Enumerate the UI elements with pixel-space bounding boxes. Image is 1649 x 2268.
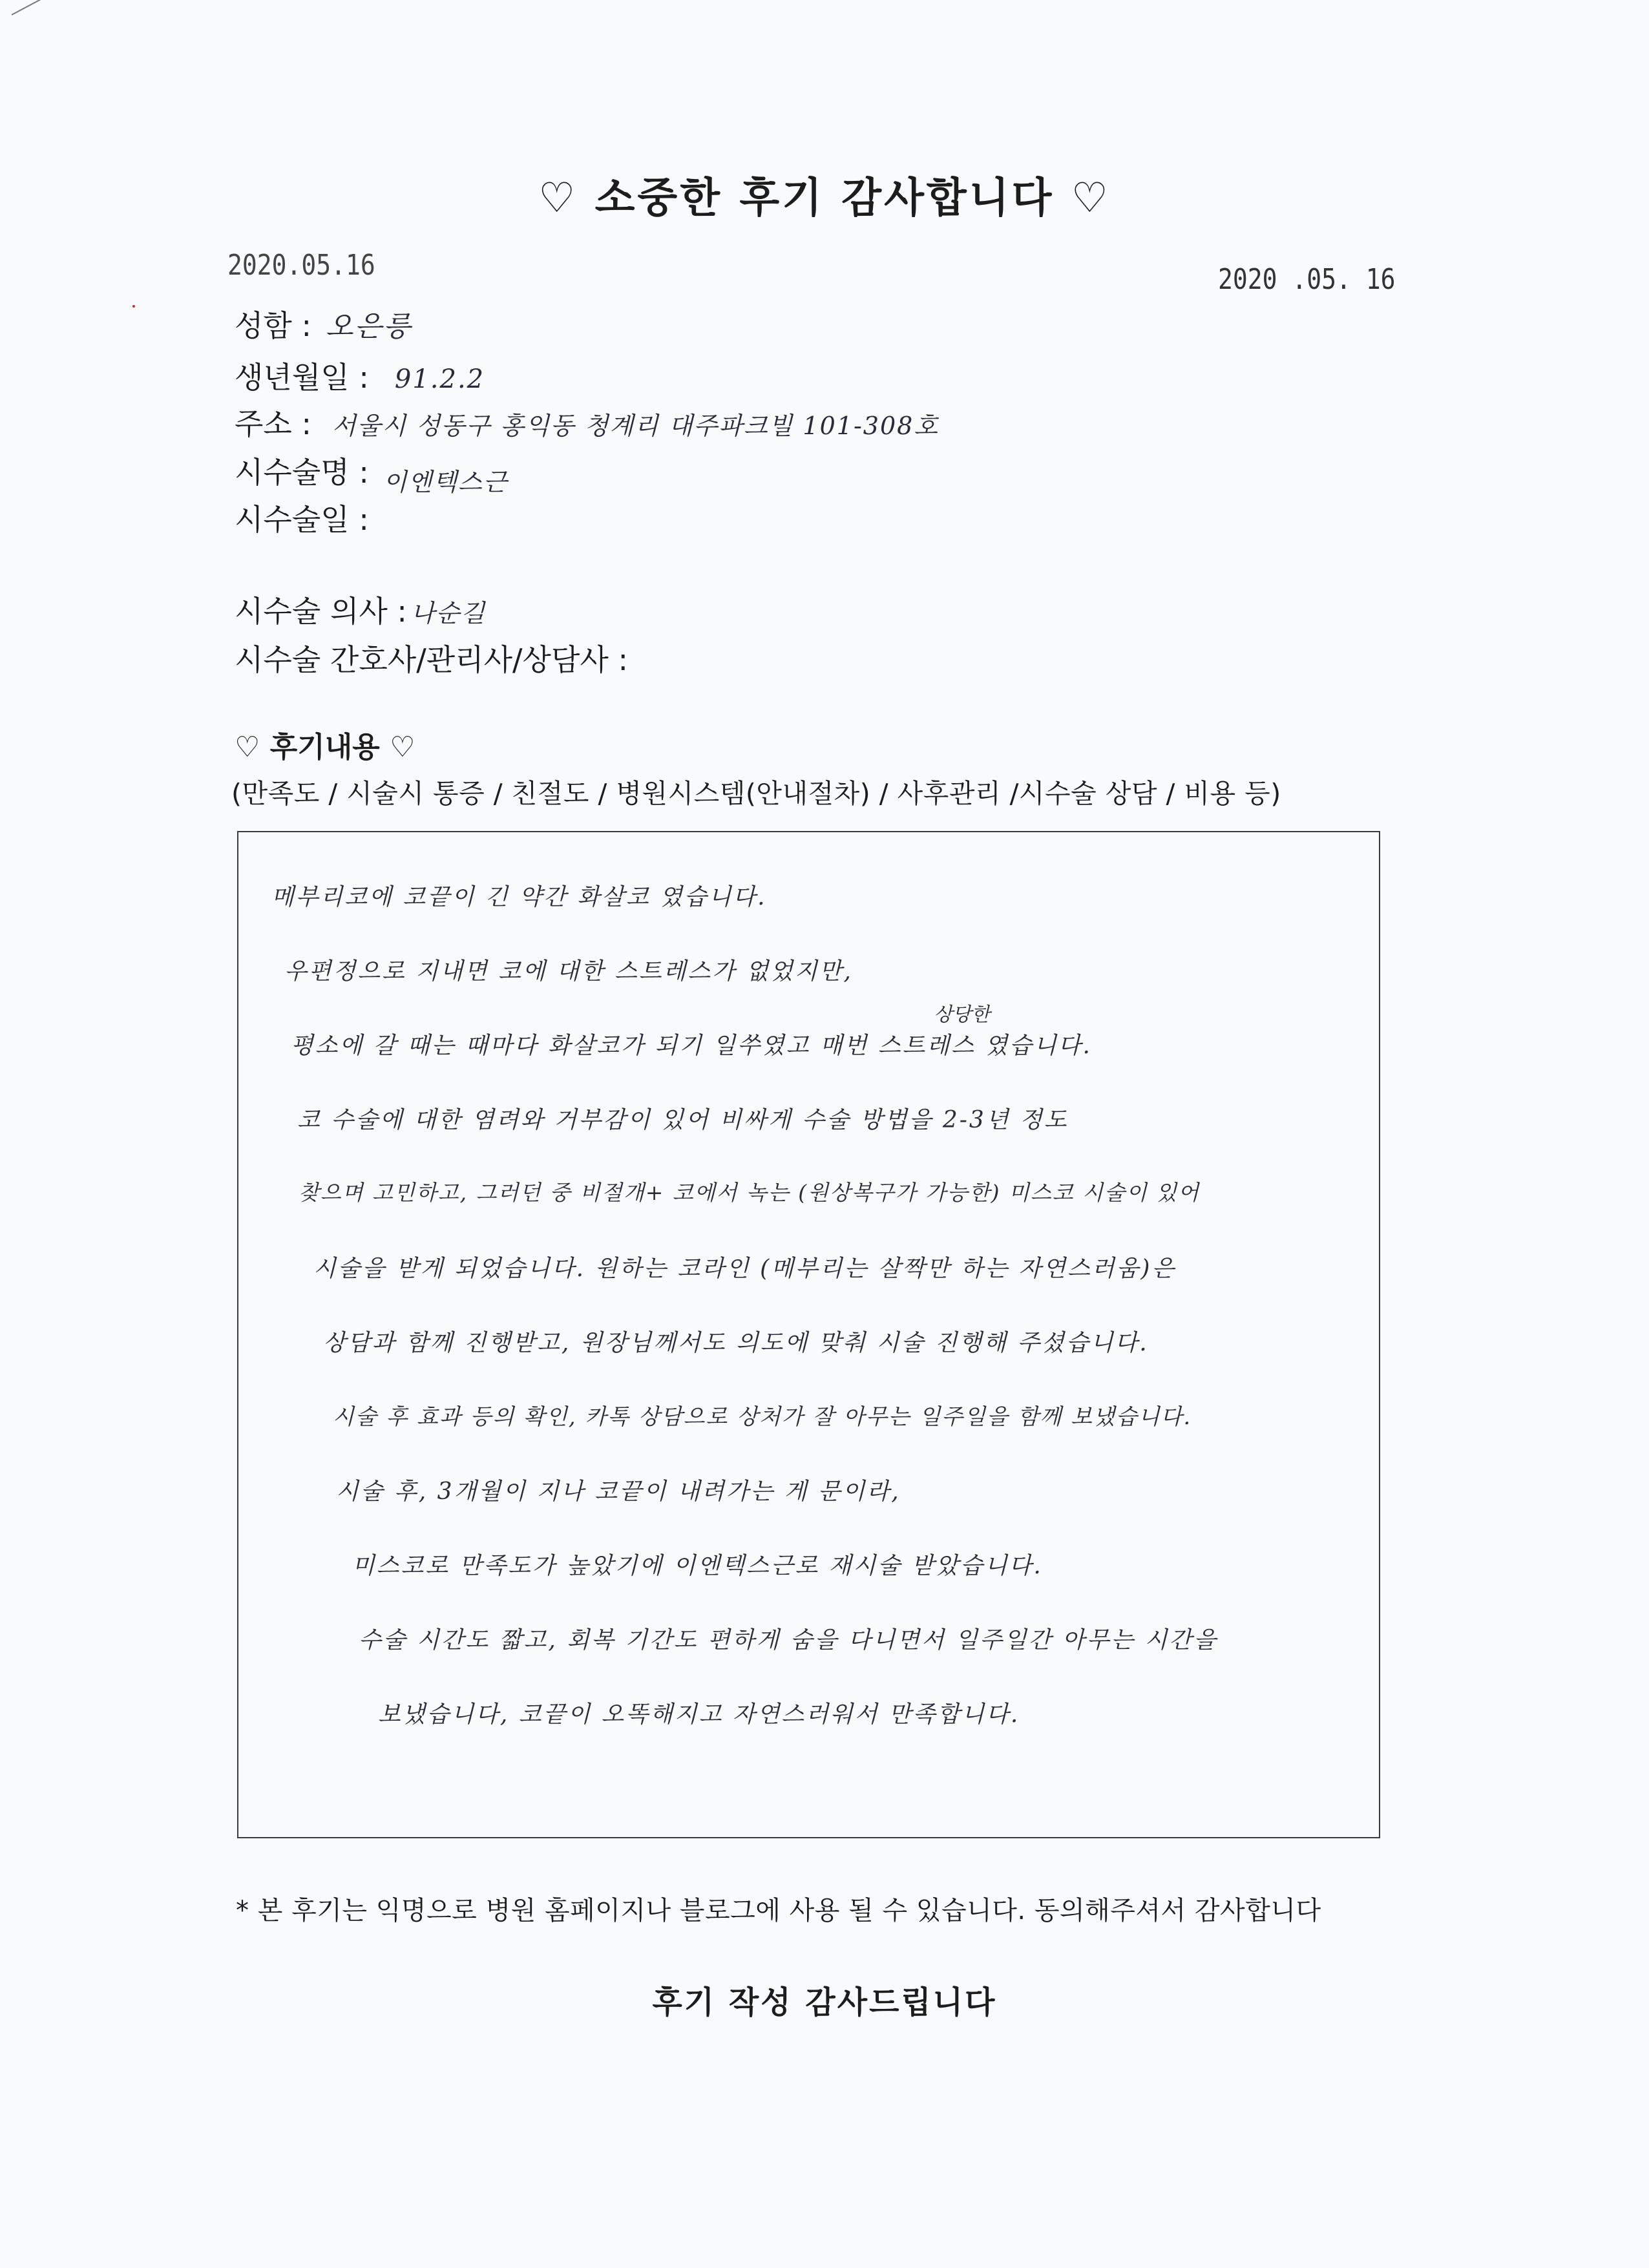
scan-edge-mark	[12, 0, 52, 16]
handwritten-insert: 상당한	[934, 1003, 990, 1026]
birth-value: 91.2.2	[394, 364, 485, 394]
review-line: 상담과 함께 진행받고, 원장님께서도 의도에 맞춰 시술 진행해 주셨습니다.	[323, 1330, 1149, 1356]
procedure-label: 시수술명 :	[235, 455, 369, 490]
review-line: 시술 후 효과 등의 확인, 카톡 상담으로 상처가 잘 아무는 일주일을 함께 보냈습니다.	[333, 1404, 1192, 1430]
address-field	[235, 401, 939, 443]
review-heading: ♡ 후기내용 ♡	[235, 731, 415, 764]
date-stamp-right: 2020 .05. 16	[1218, 262, 1396, 296]
doctor-label: 시수술 의사 :	[235, 594, 407, 629]
review-line: 평소에 갈 때는 때마다 화살코가 되기 일쑤였고 매번 스트레스 였습니다.	[291, 1033, 1092, 1059]
consent-footnote: * 본 후기는 익명으로 병원 홈페이지나 블로그에 사용 될 수 있습니다. 동의해주셔서 감사합니다	[236, 1896, 1321, 1926]
name-label: 성함 :	[235, 308, 311, 343]
review-criteria: (만족도 / 시술시 통증 / 친절도 / 병원시스템(안내절차) / 사후관리 /시수술 상담 / 비용 등)	[231, 778, 1281, 809]
review-line: 코 수술에 대한 염려와 거부감이 있어 비싸게 수술 방법을 2-3년 정도	[297, 1107, 1069, 1133]
staff-field	[235, 636, 642, 679]
review-line: 찾으며 고민하고, 그러던 중 비절개+ 코에서 녹는 (원상복구가 가능한) 미스코 시술이 있어	[299, 1180, 1201, 1205]
review-line: 미스코로 만족도가 높았기에 이엔텍스근로 재시술 받았습니다.	[352, 1553, 1043, 1579]
doctor-field	[235, 588, 486, 631]
review-line: 시술을 받게 되었습니다. 원하는 코라인 (메부리는 살짝만 하는 자연스러움)은	[313, 1255, 1177, 1282]
ink-speck	[132, 305, 135, 308]
name-value: 오은릉	[326, 310, 412, 343]
procedure-field	[235, 449, 509, 496]
page-title: ♡ 소중한 후기 감사합니다 ♡	[538, 174, 1111, 222]
date-label: 시수술일 :	[235, 502, 369, 537]
review-line: 메부리코에 코끝이 긴 약간 화살코 였습니다.	[271, 884, 767, 910]
birth-field	[235, 354, 485, 397]
staff-label: 시수술 간호사/관리사/상담사 :	[235, 642, 628, 677]
review-line: 수술 시간도 짧고, 회복 기간도 편하게 숨을 다니면서 일주일간 아무는 시간을	[359, 1627, 1218, 1654]
review-line: 보냈습니다, 코끝이 오똑해지고 자연스러워서 만족합니다.	[378, 1701, 1020, 1728]
closing-message: 후기 작성 감사드립니다	[652, 1984, 997, 2021]
name-field	[235, 302, 412, 345]
date-field	[235, 496, 383, 539]
address-value: 서울시 성동구 홍익동 청계리 대주파크빌 101-308호	[332, 412, 940, 440]
procedure-value: 이엔텍스근	[383, 468, 509, 496]
review-line: 시술 후, 3개월이 지나 코끝이 내려가는 게 문이라,	[336, 1478, 901, 1505]
review-line: 우편정으로 지내면 코에 대한 스트레스가 없었지만,	[284, 958, 853, 985]
address-label: 주소 :	[235, 406, 311, 441]
doctor-value: 나순길	[410, 599, 487, 627]
birth-label: 생년월일 :	[235, 360, 369, 395]
date-stamp-left: 2020.05.16	[227, 248, 375, 282]
